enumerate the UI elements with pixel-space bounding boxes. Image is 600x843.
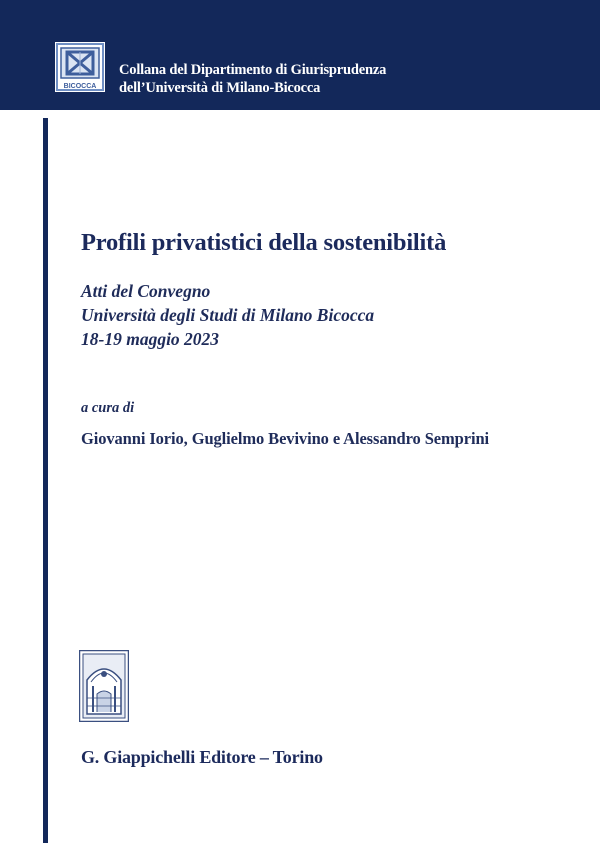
bicocca-logo-icon [55,42,105,92]
conference-details [81,279,374,351]
editors-names: Giovanni Iorio, Guglielmo Bevivino e Alessandro Semprini [81,429,490,448]
edited-by-label: a cura di [81,400,135,416]
series-line-1: Collana del Dipartimento di Giurisprudenza [119,62,387,78]
vertical-rule [43,118,48,843]
logo-lettering: BICOCCA [63,83,97,90]
publisher-emblem-icon [79,650,129,722]
book-title: Profili privatistici della sostenibilità [81,229,447,256]
series-line-2: dell’Università di Milano-Bicocca [119,80,321,96]
subtitle-line-2: Università degli Studi di Milano Bicocca [81,305,375,325]
series-name [119,61,386,97]
series-header-band [0,0,600,110]
subtitle-line-3: 18-19 maggio 2023 [81,329,220,349]
publisher-name: G. Giappichelli Editore – Torino [81,747,323,767]
subtitle-line-1: Atti del Convegno [81,281,211,301]
